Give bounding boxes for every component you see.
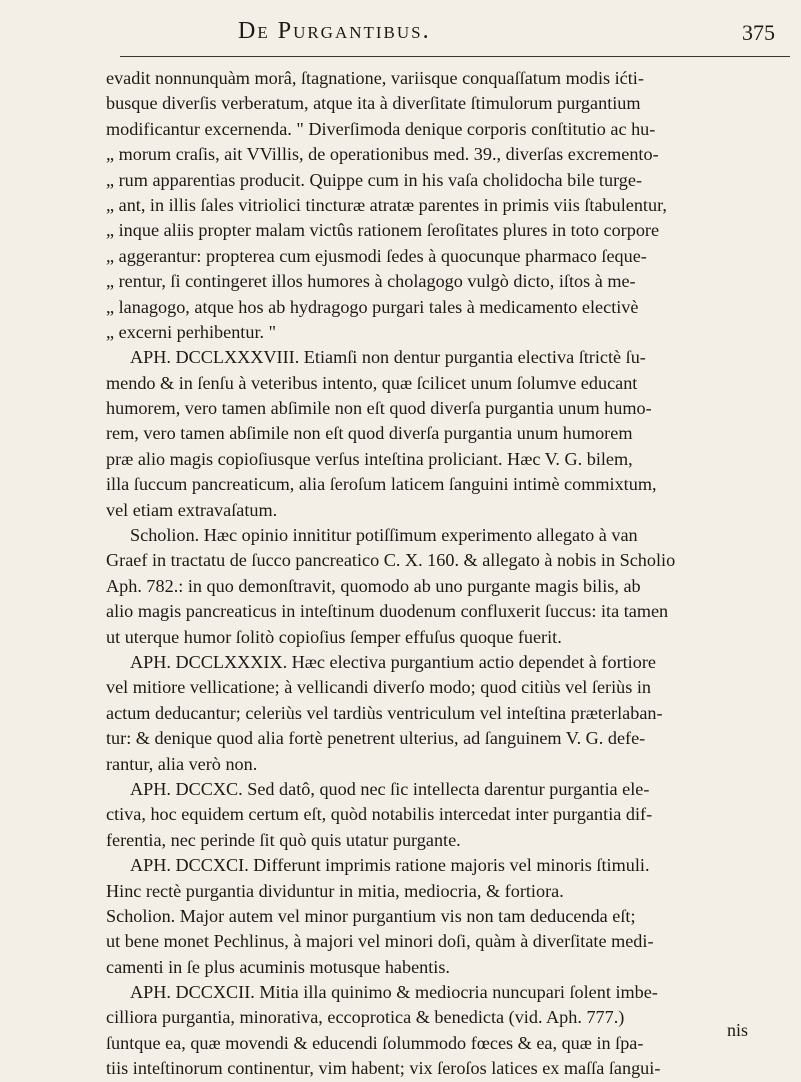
scholion-line: Scholion. Hæc opinio innititur potiſſimum experimento allegato à van: [130, 525, 638, 546]
text-line: Graef in tractatu de ſucco pancreatico C. X. 160. & allegato à nobis in Scholio: [106, 550, 676, 571]
text-line: busque diverſis verberatum, atque ita à diverſitate ſtimulorum purgantium: [106, 93, 641, 114]
body-text: [106, 66, 788, 1082]
text-line: „ inque aliis propter malam victûs rationem ſeroſitates plures in toto corpore: [106, 220, 660, 241]
text-line: vel mitiore vellicatione; à vellicandi diverſo modo; quod citiùs vel ſeriùs in: [106, 677, 651, 698]
scholion-line: Scholion. Major autem vel minor purgantium vis non tam deducenda eſt;: [106, 905, 636, 926]
aphorism-line: APH. DCCLXXXVIII. Etiamſi non dentur purgantia electiva ſtrictè ſu-: [130, 347, 646, 368]
text-line: cilliora purgantia, minorativa, eccoprotica & benedicta (vid. Aph. 777.): [106, 1007, 625, 1028]
page-number: 375: [742, 20, 775, 45]
text-line: tiis inteſtinorum continentur, vim habent; vix ſeroſos latices ex maſſa ſangui-: [106, 1058, 661, 1079]
text-line: alio magis pancreaticus in inteſtinum duodenum confluxerit ſuccus: ita tamen: [106, 601, 669, 622]
aphorism-line: APH. DCCXCI. Differunt imprimis ratione majoris vel minoris ſtimuli.: [130, 855, 650, 876]
text-line: Hinc rectè purgantia dividuntur in mitia, mediocria, & fortiora.: [106, 880, 564, 901]
text-line: camenti in ſe plus acuminis motusque habentis.: [106, 956, 450, 977]
header-rule: [120, 56, 790, 57]
text-line: vel etiam extravaſatum.: [106, 499, 278, 520]
aphorism-line: APH. DCCXCII. Mitia illa quinimo & mediocria nuncupari ſolent imbe-: [130, 982, 658, 1003]
text-line: modificantur excernenda. " Diverſimoda denique corporis conſtitutio ac hu-: [106, 118, 656, 139]
text-line: „ ant, in illis ſales vitriolici tincturæ atratæ parentes in primis viis ſtabulentur,: [106, 194, 667, 215]
text-line: „ excerni perhibentur. ": [106, 321, 277, 342]
text-line: evadit nonnunquàm morâ, ſtagnatione, variisque conquaſſatum modis ićti-: [106, 68, 644, 88]
text-line: illa ſuccum pancreaticum, alia ſeroſum laticem ſanguini intimè commixtum,: [106, 474, 657, 495]
aphorism-line: APH. DCCXC. Sed datô, quod nec ſic intellecta darentur purgantia ele-: [130, 778, 650, 799]
text-line: „ rentur, ſi contingeret illos humores à cholagogo vulgò dicto, iſtos à me-: [106, 271, 636, 292]
text-line: actum deducantur; celeriùs vel tardiùs ventriculum vel inteſtina præterlaban-: [106, 702, 663, 723]
text-line: ut bene monet Pechlinus, à majori vel minori doſi, quàm à diverſitate medi-: [106, 931, 654, 952]
text-line: ut uterque humor ſolitò copioſius ſemper effuſus quoque fuerit.: [106, 626, 562, 647]
aphorism-line: APH. DCCLXXXIX. Hæc electiva purgantium actio dependet à fortiore: [130, 651, 656, 672]
text-line: Aph. 782.: in quo demonſtravit, quomodo ab uno purgante magis bilis, ab: [106, 575, 641, 596]
text-line: humorem, vero tamen abſimile non eſt quod diverſa purgantia unum humo-: [106, 398, 652, 419]
text-line: „ rum apparentias producit. Quippe cum in his vaſa cholidocha bile turge-: [106, 169, 643, 190]
text-line: „ lanagogo, atque hos ab hydragogo purgari tales à medicamento electivè: [106, 296, 639, 317]
text-line: rantur, alia verò non.: [106, 753, 258, 774]
text-line: præ alio magis copioſiusque verſus inteſtina proliciant. Hæc V. G. bilem,: [106, 448, 633, 469]
text-line: tur: & denique quod alia fortè penetrent ulterius, ad ſanguinem V. G. defe-: [106, 728, 646, 749]
text-line: „ morum craſis, ait VVillis, de operationibus med. 39., diverſas excremento-: [106, 144, 659, 165]
running-title: De Purgantibus.: [238, 18, 431, 44]
text-line: ctiva, hoc equidem certum eſt, quòd notabilis intercedat inter purgantia dif-: [106, 804, 653, 825]
page-header: [0, 14, 801, 54]
text-line: „ aggerantur: propterea cum ejusmodi ſedes à quocunque pharmaco ſeque-: [106, 245, 647, 266]
text-line: mendo & in ſenſu à veteribus intento, quæ ſcilicet unum ſolumve educant: [106, 372, 638, 393]
text-line: ferentia, nec perinde ſit quò quis utatur purgante.: [106, 829, 461, 850]
text-line: rem, vero tamen abſimile non eſt quod diverſa purgantia unum humorem: [106, 423, 633, 444]
page-footer: [0, 1020, 801, 1044]
catchword: nis: [727, 1020, 749, 1040]
text-line: ſuntque ea, quæ movendi & educendi ſolummodo fœces & ea, quæ in ſpa-: [106, 1032, 644, 1053]
